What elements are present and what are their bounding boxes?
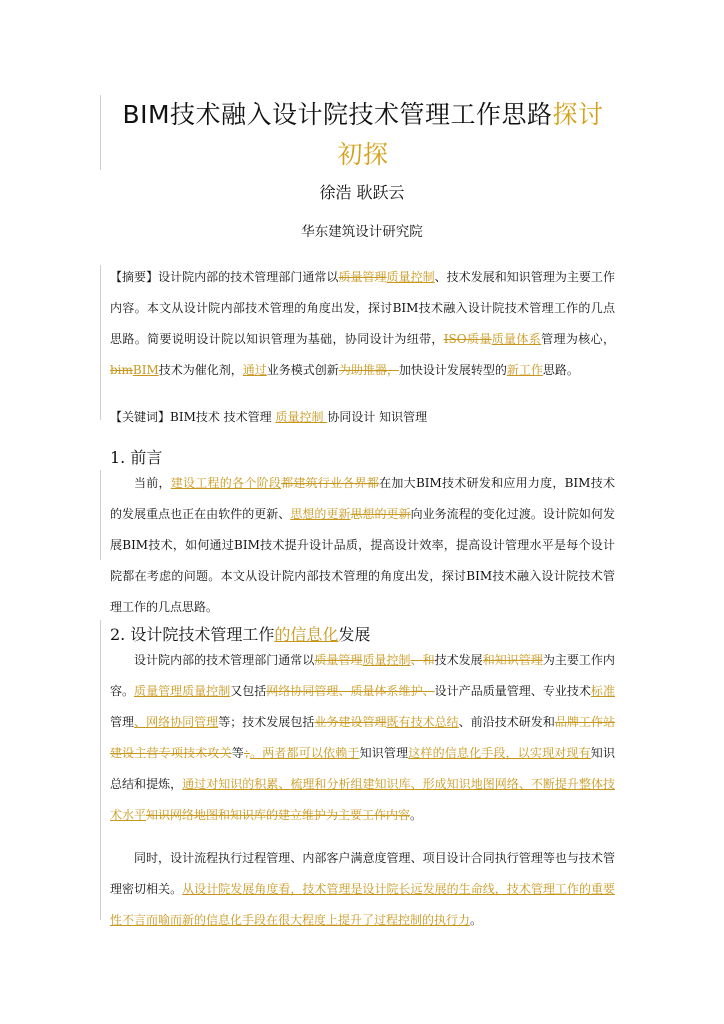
inserted-text: 质量控制 [275, 410, 328, 424]
deleted-text: 都建筑行业各界都 [281, 476, 380, 490]
inserted-text: 、网络协同管理 [134, 715, 219, 729]
inserted-text: 通过对知识的积累、梳理和分析组建知识库、形成知识地图网络、不断提升整体技术水平 [110, 777, 615, 822]
keywords: 【关键词】BIM技术 技术管理 质量控制 协同设计 知识管理 [110, 410, 428, 424]
deleted-text: 网络协同管理、质量体系维护、 [266, 684, 435, 698]
inserted-text: 通过 [242, 363, 267, 377]
change-bar [100, 95, 101, 170]
abstract: 【摘要】设计院内部的技术管理部门通常以质量管理质量控制、技术发展和知识管理为主要工作内容。本文从设计院内部技术管理的角度出发，探讨BIM技术融入设计院技术管理工作的几点思路。简要说明设计院以知识管理为基础，协同设计为纽带，ISO质量质量体系管理为核心，bimBIM技术为催化剂，通过业务模式创新为助推器，加快设计发展转型的新工作思路。 [110, 270, 615, 377]
inserted-text: 质量体系 [491, 332, 542, 346]
inserted-text: 建设工程的各个阶段 [170, 476, 282, 490]
change-bar [100, 470, 101, 560]
deleted-text: 思想的更新 [350, 507, 411, 521]
deleted-text: 品牌工作站建设主营专项技术攻关 [110, 715, 615, 760]
section-heading-2: 2. 设计院技术管理工作的信息化发展 [110, 625, 371, 644]
inserted-text: 标准 [590, 684, 615, 698]
deleted-text: 质量管理 [314, 653, 363, 667]
deleted-text: 知识网络地图和知识库的建立维护为主要工作内容 [146, 808, 411, 822]
page-title [108, 95, 618, 175]
inserted-text: BIM [132, 363, 159, 377]
deleted-text: ； [243, 746, 250, 760]
section-2-paragraph-1: 设计院内部的技术管理部门通常以质量管理质量控制、和技术发展和知识管理为主要工作内容。质量管理质量控制又包括网络协同管理、质量体系维护、设计产品质量管理、专业技术标准管理、网络协同管理等；技术发展包括业务建设管理既有技术总结、前沿技术研发和品牌工作站建设主营专项技术攻关等；。两者都可以依赖于知识管理这样的信息化手段，以实现对现有知识总结和提炼，通过对知识的积累、梳理和分析组建知识库、形成知识地图网络、不断提升整体技术水平知识网络地图和知识库的建立维护为主要工作内容。 [110, 653, 615, 822]
inserted-text: 质量管理质量控制 [134, 684, 231, 698]
change-bar [100, 265, 101, 420]
section-1-paragraph: 当前，建设工程的各个阶段都建筑行业各界都在加大BIM技术研发和应用力度，BIM技术的发展重点也正在由软件的更新、思想的更新思想的更新向业务流程的变化过渡。设计院如何发展BIM技术，如何通过BIM技术提升设计品质，提高设计效率，提高设计管理水平是每个设计院都在考虑的问题。本文从设计院内部技术管理的角度出发，探讨BIM技术融入设计院技术管理工作的几点思路。 [110, 476, 615, 614]
deleted-text: 为助推器， [338, 363, 399, 377]
authors: 徐浩 耿跃云 [319, 183, 405, 202]
inserted-text: 既有技术总结 [386, 715, 459, 729]
title-insert-2: 初探 [337, 140, 389, 169]
inserted-text: 新工作 [506, 363, 543, 377]
inserted-text: 的信息化 [274, 625, 339, 644]
change-bar [100, 620, 101, 920]
deleted-text: 质量管理 [338, 270, 387, 284]
institution: 华东建筑设计研究院 [301, 224, 423, 240]
deleted-text: 和知识管理 [482, 653, 543, 667]
inserted-text: 思想的更新 [290, 507, 351, 521]
deleted-text: 、和 [410, 653, 435, 667]
inserted-text: 从设计院发展角度看，技术管理是设计院长远发展的生命线，技术管理工作的重要性不言而喻而新的信息化手段在很大程度上提升了过程控制的执行力 [110, 882, 615, 927]
deleted-text: 业务建设管理 [314, 715, 387, 729]
deleted-text: ISO质量 [443, 332, 492, 346]
inserted-text: 。两者都可以依赖于 [249, 746, 360, 760]
section-2-paragraph-2: 同时，设计流程执行过程管理、内部客户满意度管理、项目设计合同执行管理等也与技术管理密切相关。从设计院发展角度看，技术管理是设计院长远发展的生命线，技术管理工作的重要性不言而喻而新的信息化手段在很大程度上提升了过程控制的执行力。 [110, 851, 615, 927]
title-text: BIM技术融入设计院技术管理工作思路 [122, 100, 553, 129]
title-insert: 探讨 [552, 100, 604, 129]
section-heading-1: 1. 前言 [110, 448, 163, 467]
inserted-text: 这样的信息化手段，以实现对现有 [408, 746, 591, 760]
inserted-text: 质量控制 [386, 270, 435, 284]
inserted-text: 质量控制 [362, 653, 411, 667]
deleted-text: bim [110, 363, 133, 377]
